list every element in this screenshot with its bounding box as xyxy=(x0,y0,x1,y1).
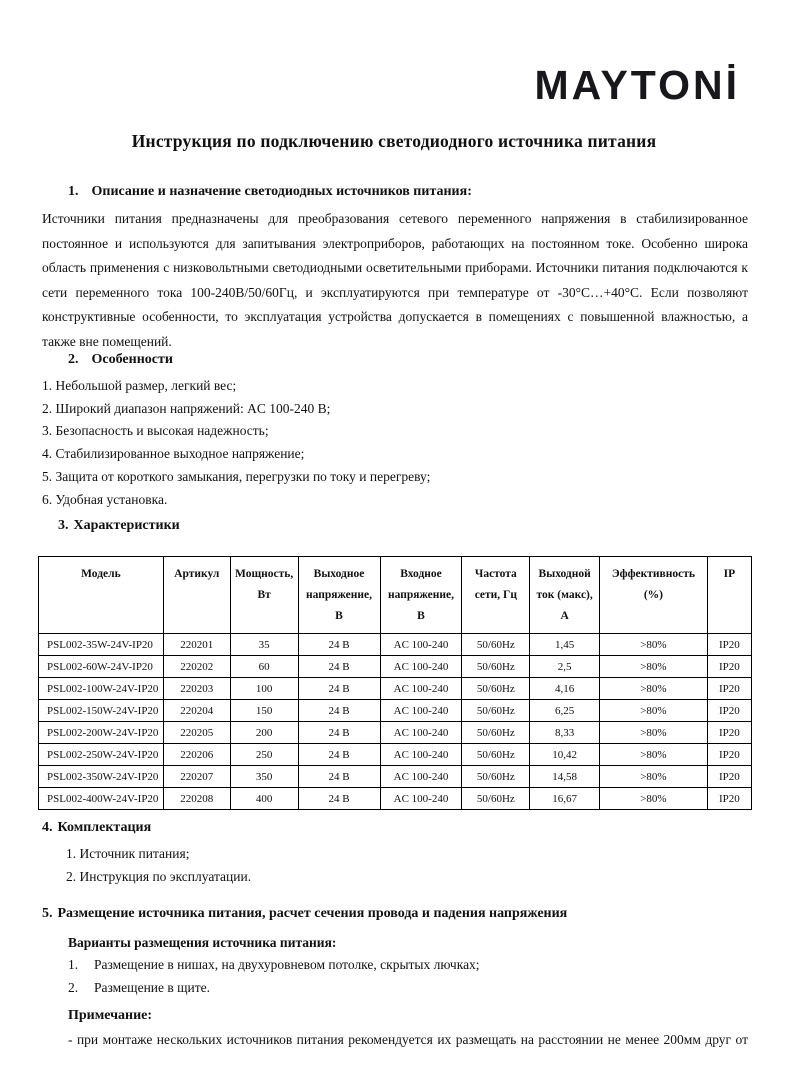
table-cell: >80% xyxy=(600,788,708,810)
table-cell: 220206 xyxy=(163,744,230,766)
table-cell: 220207 xyxy=(163,766,230,788)
table-cell: 4,16 xyxy=(530,678,600,700)
table-cell: 1,45 xyxy=(530,634,600,656)
table-cell: 10,42 xyxy=(530,744,600,766)
section-heading-text: Комплектация xyxy=(57,820,152,835)
list-item: 2. Инструкция по эксплуатации. xyxy=(66,869,252,884)
placement-options-list xyxy=(42,956,748,997)
section-number: 3. xyxy=(58,518,69,533)
table-row xyxy=(39,766,752,788)
table-cell: 100 xyxy=(230,678,298,700)
table-row xyxy=(39,634,752,656)
table-cell: IP20 xyxy=(707,788,751,810)
table-cell: >80% xyxy=(600,700,708,722)
section-number: 4. xyxy=(42,820,53,835)
spec-table-body xyxy=(39,634,752,810)
section-2-heading xyxy=(68,352,748,368)
table-cell: >80% xyxy=(600,766,708,788)
table-cell: AC 100-240 xyxy=(380,678,462,700)
section-3-heading xyxy=(58,518,748,534)
table-cell: PSL002-60W-24V-IP20 xyxy=(39,656,164,678)
table-cell: >80% xyxy=(600,744,708,766)
table-cell: 6,25 xyxy=(530,700,600,722)
table-cell: IP20 xyxy=(707,744,751,766)
spec-table-header-cell: Выходной ток (макс), А xyxy=(530,557,600,634)
feature-item: 6. Удобная установка. xyxy=(42,491,168,507)
table-row xyxy=(39,678,752,700)
section-description xyxy=(42,184,748,354)
table-cell: AC 100-240 xyxy=(380,634,462,656)
table-cell: 220204 xyxy=(163,700,230,722)
section-number: 2. xyxy=(68,352,79,367)
table-cell: >80% xyxy=(600,678,708,700)
description-paragraph: Источники питания предназначены для преобразования сетевого переменного напряжения в стабилизированное постоянное и используются для запитывания электроприборов, работающих на постоянном токе. Особенно широка область применения с низковольтными светодиодными осветительными приборами. Источники питания подключаются к сети переменного тока 100-240В/50/60Гц, и эксплуатируются при температуре от -30°C…+40°C. Если позволяют конструктивные особенности, то эксплуатация устройства допускается в помещениях с повышенной влажностью, а также вне помещений. xyxy=(42,211,748,349)
table-cell: 220202 xyxy=(163,656,230,678)
table-cell: IP20 xyxy=(707,766,751,788)
item-text: Размещение в нишах, на двухуровневом потолке, скрытых лючках; xyxy=(94,957,480,972)
table-cell: 60 xyxy=(230,656,298,678)
table-cell: 50/60Hz xyxy=(462,656,530,678)
table-cell: IP20 xyxy=(707,656,751,678)
spec-table-head-row xyxy=(39,557,752,634)
table-cell: 250 xyxy=(230,744,298,766)
item-number: 1. xyxy=(68,957,79,972)
table-cell: 24 В xyxy=(298,678,380,700)
section-heading-text: Особенности xyxy=(91,352,173,367)
table-row xyxy=(39,722,752,744)
feature-item: 3. Безопасность и высокая надежность; xyxy=(42,423,269,439)
section-placement xyxy=(42,906,748,1051)
table-cell: 350 xyxy=(230,766,298,788)
spec-table-header-cell: Эффективность (%) xyxy=(600,557,708,634)
table-cell: 220201 xyxy=(163,634,230,656)
section-heading-text: Размещение источника питания, расчет сечения провода и падения напряжения xyxy=(57,906,568,921)
section-number: 1. xyxy=(68,184,79,199)
table-cell: 35 xyxy=(230,634,298,656)
section-number: 5. xyxy=(42,906,53,921)
item-text: Размещение в щите. xyxy=(94,980,211,995)
table-cell: AC 100-240 xyxy=(380,744,462,766)
features-list xyxy=(42,375,748,511)
table-cell: 220203 xyxy=(163,678,230,700)
table-cell: 400 xyxy=(230,788,298,810)
table-cell: IP20 xyxy=(707,678,751,700)
item-number: 2. xyxy=(68,980,79,995)
table-cell: PSL002-250W-24V-IP20 xyxy=(39,744,164,766)
table-cell: AC 100-240 xyxy=(380,722,462,744)
table-cell: IP20 xyxy=(707,700,751,722)
section-5-heading xyxy=(42,906,748,922)
section-package xyxy=(42,820,748,888)
table-cell: 220205 xyxy=(163,722,230,744)
feature-item: 5. Защита от короткого замыкания, перегрузки по току и перегреву; xyxy=(42,468,431,484)
section-heading-text: Характеристики xyxy=(73,518,180,533)
spec-table-header-cell: Входное напряжение, В xyxy=(380,557,462,634)
table-cell: 50/60Hz xyxy=(462,722,530,744)
table-cell: PSL002-150W-24V-IP20 xyxy=(39,700,164,722)
feature-item: 4. Стабилизированное выходное напряжение; xyxy=(42,446,305,462)
table-cell: 50/60Hz xyxy=(462,678,530,700)
table-cell: 16,67 xyxy=(530,788,600,810)
table-cell: 200 xyxy=(230,722,298,744)
package-list xyxy=(66,842,748,888)
table-cell: IP20 xyxy=(707,722,751,744)
table-row xyxy=(39,656,752,678)
table-cell: PSL002-350W-24V-IP20 xyxy=(39,766,164,788)
feature-item: 2. Широкий диапазон напряжений: AC 100-240 В; xyxy=(42,400,331,416)
note-heading: Примечание: xyxy=(68,1008,153,1023)
table-cell: AC 100-240 xyxy=(380,700,462,722)
section-features xyxy=(42,352,748,511)
table-cell: 2,5 xyxy=(530,656,600,678)
section-heading-text: Описание и назначение светодиодных источников питания: xyxy=(91,184,472,199)
table-cell: 50/60Hz xyxy=(462,634,530,656)
spec-table-header-cell: Выходное напряжение, В xyxy=(298,557,380,634)
table-cell: 24 В xyxy=(298,788,380,810)
spec-table-header-cell: Модель xyxy=(39,557,164,634)
table-cell: >80% xyxy=(600,634,708,656)
section-4-heading xyxy=(42,820,748,836)
list-item: 1. Источник питания; xyxy=(66,846,190,861)
table-cell: 50/60Hz xyxy=(462,788,530,810)
table-cell: 150 xyxy=(230,700,298,722)
table-cell: 24 В xyxy=(298,744,380,766)
spec-table-container xyxy=(38,556,752,810)
spec-table-header-cell: IP xyxy=(707,557,751,634)
table-cell: AC 100-240 xyxy=(380,766,462,788)
table-cell: 24 В xyxy=(298,722,380,744)
table-cell: AC 100-240 xyxy=(380,788,462,810)
spec-table-header-cell: Частота сети, Гц xyxy=(462,557,530,634)
section-specs xyxy=(58,518,748,534)
table-cell: 50/60Hz xyxy=(462,700,530,722)
table-row xyxy=(39,744,752,766)
table-cell: 50/60Hz xyxy=(462,766,530,788)
spec-table-header-cell: Мощность, Вт xyxy=(230,557,298,634)
spec-table xyxy=(38,556,752,810)
table-cell: 24 В xyxy=(298,700,380,722)
table-cell: 50/60Hz xyxy=(462,744,530,766)
table-cell: 24 В xyxy=(298,766,380,788)
maytoni-logo: MAYTONİ xyxy=(534,62,740,108)
section-1-heading xyxy=(68,184,748,200)
page-title: Инструкция по подключению светодиодного источника питания xyxy=(131,131,657,151)
table-cell: >80% xyxy=(600,656,708,678)
table-cell: PSL002-100W-24V-IP20 xyxy=(39,678,164,700)
list-item xyxy=(68,956,748,974)
table-cell: 24 В xyxy=(298,634,380,656)
table-row xyxy=(39,700,752,722)
list-item xyxy=(68,979,748,997)
table-cell: 8,33 xyxy=(530,722,600,744)
note-text: - при монтаже нескольких источников питания рекомендуется их размещать на расстоянии не менее 200мм друг от xyxy=(68,1032,748,1047)
table-cell: 220208 xyxy=(163,788,230,810)
table-cell: 14,58 xyxy=(530,766,600,788)
table-cell: PSL002-35W-24V-IP20 xyxy=(39,634,164,656)
placement-options-subheading: Варианты размещения источника питания: xyxy=(68,935,337,950)
feature-item: 1. Небольшой размер, легкий вес; xyxy=(42,378,237,393)
table-cell: AC 100-240 xyxy=(380,656,462,678)
table-cell: 24 В xyxy=(298,656,380,678)
table-cell: IP20 xyxy=(707,634,751,656)
table-cell: PSL002-400W-24V-IP20 xyxy=(39,788,164,810)
table-cell: PSL002-200W-24V-IP20 xyxy=(39,722,164,744)
spec-table-header-cell: Артикул xyxy=(163,557,230,634)
table-row xyxy=(39,788,752,810)
table-cell: >80% xyxy=(600,722,708,744)
